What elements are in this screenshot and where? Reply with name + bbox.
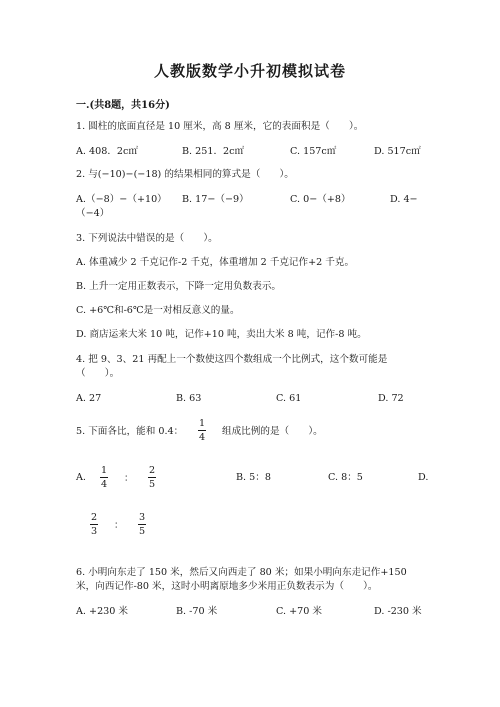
fraction-bar [148, 477, 156, 478]
fraction-denominator: 5 [148, 479, 156, 490]
question-5-option-a-left-fraction [100, 465, 108, 490]
question-5-option-d-label: D. [418, 472, 429, 483]
fraction-denominator: 3 [90, 526, 98, 537]
question-3-option-a: A. 体重减少 2 千克记作-2 千克，体重增加 2 千克记作+2 千克。 [76, 257, 355, 268]
fraction-denominator: 4 [100, 479, 108, 490]
question-2-option-d-cont: （−4） [76, 208, 110, 219]
fraction-denominator: 4 [198, 432, 206, 443]
question-3-option-d: D. 商店运来大米 10 吨，记作+10 吨，卖出大米 8 吨，记作-8 吨。 [76, 329, 367, 340]
question-5-option-d-right-fraction [138, 512, 146, 537]
question-4-option-c: C. 61 [276, 393, 302, 404]
fraction-numerator: 2 [90, 512, 98, 523]
question-5-stem-prefix: 5. 下面各比，能和 0.4： [76, 426, 184, 437]
fraction-bar [90, 524, 98, 525]
question-6-stem-line-1: 6. 小明向东走了 150 米，然后又向西走了 80 米；如果小明向东走记作+150 [76, 567, 407, 578]
question-1-stem: 1. 圆柱的底面直径是 10 厘米，高 8 厘米，它的表面积是（ ）。 [76, 121, 364, 132]
question-1-option-a: A. 408．2c㎡ [76, 146, 139, 157]
fraction-numerator: 3 [138, 512, 146, 523]
question-6-option-b: B. -70 米 [176, 606, 218, 617]
question-5-option-d-colon: ： [114, 520, 124, 531]
question-1-option-b: B. 251．2c㎡ [182, 146, 245, 157]
question-4-stem-line-2: （ ）。 [76, 368, 120, 379]
question-2-option-c: C. 0−（+8） [290, 194, 351, 205]
question-5-stem-suffix: 组成比例的是（ ）。 [222, 426, 323, 437]
question-5-option-d-left-fraction [90, 512, 98, 537]
fraction-bar [138, 524, 146, 525]
question-6-stem-line-2: 米，向西记作-80 米，这时小明离原地多少米用正负数表示为（ ）。 [76, 581, 378, 592]
question-2-option-d: D. 4− [390, 194, 418, 205]
question-2-option-b: B. 17−（−9） [182, 194, 249, 205]
question-3-option-b: B. 上升一定用正数表示，下降一定用负数表示。 [76, 281, 282, 292]
question-5-option-b: B. 5：8 [236, 472, 271, 483]
question-2-stem: 2. 与(−10)−(−18) 的结果相同的算式是（ ）。 [76, 169, 294, 180]
question-3-stem: 3. 下列说法中错误的是（ ）。 [76, 233, 218, 244]
fraction-bar [100, 477, 108, 478]
fraction-numerator: 2 [148, 465, 156, 476]
question-3-option-c: C. +6℃和-6℃是一对相反意义的量。 [76, 305, 240, 316]
question-5-stem-fraction [198, 418, 206, 443]
question-6-option-d: D. -230 米 [374, 606, 422, 617]
fraction-bar [198, 430, 206, 431]
question-2-option-a: A.（−8）−（+10） [76, 194, 167, 205]
question-5-option-a-right-fraction [148, 465, 156, 490]
page-title: 人教版数学小升初模拟试卷 [153, 62, 346, 80]
question-6-option-a: A. +230 米 [76, 606, 129, 617]
question-4-option-b: B. 63 [176, 393, 202, 404]
question-1-option-c: C. 157c㎡ [290, 146, 337, 157]
section-heading: 一.(共8题，共16分) [76, 100, 170, 111]
question-5-option-c: C. 8：5 [328, 472, 363, 483]
question-1-option-d: D. 517c㎡ [374, 146, 421, 157]
question-4-stem-line-1: 4. 把 9、3、21 再配上一个数使这四个数组成一个比例式，这个数可能是 [76, 354, 388, 365]
fraction-numerator: 1 [100, 465, 108, 476]
question-4-option-d: D. 72 [378, 393, 404, 404]
fraction-denominator: 5 [138, 526, 146, 537]
question-6-option-c: C. +70 米 [276, 606, 322, 617]
question-4-option-a: A. 27 [76, 393, 102, 404]
question-5-option-a-label: A. [76, 472, 86, 483]
question-5-option-a-colon: ： [124, 473, 134, 484]
fraction-numerator: 1 [198, 418, 206, 429]
